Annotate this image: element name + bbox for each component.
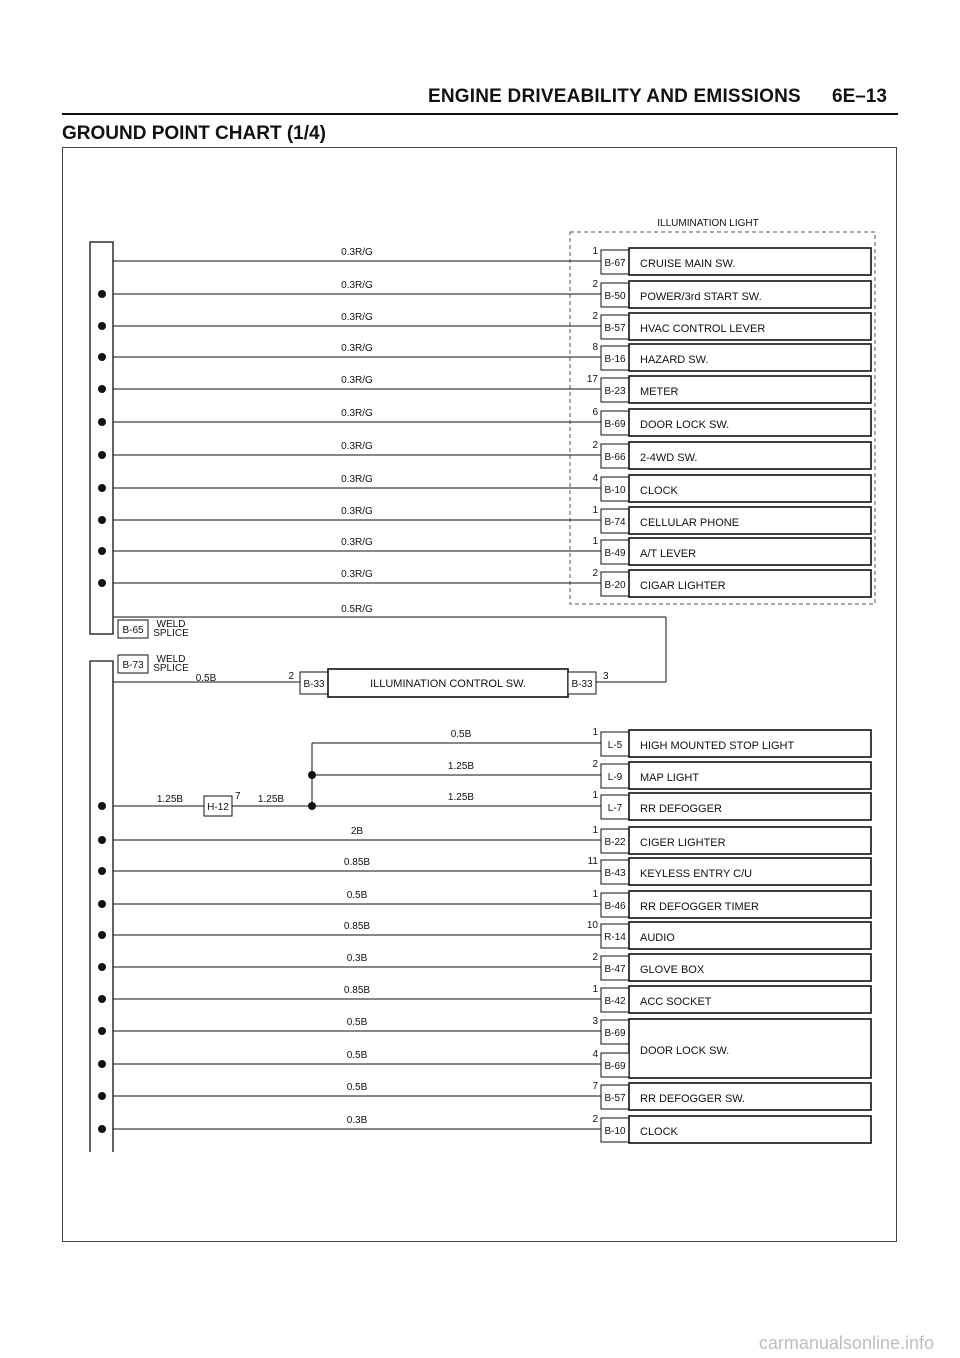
connector-id: B-50 (604, 291, 626, 302)
junction-dot (98, 802, 106, 810)
connector-id: B-33 (571, 679, 593, 690)
pin-number: 3 (592, 1016, 598, 1027)
connector-id: B-49 (604, 548, 626, 559)
component-label: RR DEFOGGER (640, 803, 722, 815)
wire-size-label: 1.25B (156, 794, 184, 805)
wire-size-label: 0.3B (346, 953, 368, 964)
pin-number: 2 (592, 311, 598, 322)
pin-number: 2 (592, 759, 598, 770)
wire-size-label: 0.3R/G (341, 247, 373, 258)
component-label: CLOCK (640, 485, 678, 497)
wire-size-label: 0.5B (346, 890, 368, 901)
component-label: ACC SOCKET (640, 996, 712, 1008)
pin-number: 7 (592, 1081, 598, 1092)
junction-dot (98, 931, 106, 939)
junction-dot (98, 900, 106, 908)
wire-size-label: 2B (350, 826, 364, 837)
pin-number: 2 (592, 568, 598, 579)
junction-dot (98, 516, 106, 524)
connector-id: B-23 (604, 386, 626, 397)
wire-size-label: 0.3R/G (341, 280, 373, 291)
wire-size-label: 0.3R/G (341, 441, 373, 452)
wire-size-label: 0.5B (195, 673, 217, 684)
junction-dot (98, 484, 106, 492)
junction-dot (98, 867, 106, 875)
component-label: CIGAR LIGHTER (640, 580, 726, 592)
component-label: HAZARD SW. (640, 354, 709, 366)
component-label: HIGH MOUNTED STOP LIGHT (640, 740, 795, 752)
junction-dot (98, 1060, 106, 1068)
pin-number: 1 (592, 727, 598, 738)
junction-dot (98, 290, 106, 298)
component-label: GLOVE BOX (640, 964, 705, 976)
wire-size-label: 0.5R/G (341, 604, 373, 615)
splice-id: B-73 (122, 660, 144, 671)
wire-size-label: 0.85B (343, 857, 371, 868)
junction-dot (98, 547, 106, 555)
pin-number: 2 (288, 671, 294, 682)
pin-number: 1 (592, 889, 598, 900)
wire-size-label: 0.5B (346, 1050, 368, 1061)
pin-number: 1 (592, 536, 598, 547)
watermark: carmanualsonline.info (758, 1333, 934, 1353)
component-label: RR DEFOGGER SW. (640, 1093, 746, 1105)
wire-size-label: 0.5B (346, 1082, 368, 1093)
connector-id: B-57 (604, 1093, 626, 1104)
connector-id: L-7 (607, 803, 623, 814)
wire-size-label: 0.3R/G (341, 343, 373, 354)
connector-id: H-12 (207, 802, 229, 813)
connector-id: B-22 (604, 837, 626, 848)
pin-number: 4 (592, 473, 598, 484)
connector-id: B-16 (604, 354, 626, 365)
wire-size-label: 0.3R/G (341, 312, 373, 323)
component-label: AUDIO (640, 932, 675, 944)
pin-number: 8 (592, 342, 598, 353)
connector-id: R-14 (604, 932, 626, 943)
connector-id: B-69 (604, 1061, 626, 1072)
pin-number: 1 (592, 984, 598, 995)
wire-size-label: 0.3R/G (341, 375, 373, 386)
junction-dot (98, 836, 106, 844)
component-label: CRUISE MAIN SW. (640, 258, 736, 270)
connector-id: B-42 (604, 996, 626, 1007)
pin-number: 1 (592, 790, 598, 801)
component-label: DOOR LOCK SW. (640, 419, 730, 431)
wire-size-label: 0.85B (343, 921, 371, 932)
wire-size-label: 0.3B (346, 1115, 368, 1126)
connector-id: B-66 (604, 452, 626, 463)
wire-size-label: 1.25B (447, 761, 475, 772)
connector-id: B-69 (604, 419, 626, 430)
connector-id: B-69 (604, 1028, 626, 1039)
page-number: 6E–13 (832, 86, 887, 107)
pin-number: 2 (592, 952, 598, 963)
junction-dot (98, 1125, 106, 1133)
wire-size-label: 1.25B (447, 792, 475, 803)
junction-dot (98, 322, 106, 330)
wire-size-label: 0.3R/G (341, 408, 373, 419)
junction-dot (98, 1092, 106, 1100)
wire-size-label: 0.5B (346, 1017, 368, 1028)
wire-size-label: 0.3R/G (341, 537, 373, 548)
connector-id: B-67 (604, 258, 626, 269)
component-label: KEYLESS ENTRY C/U (640, 868, 753, 880)
pin-number: 2 (592, 1114, 598, 1125)
splice-label: WELD (156, 654, 186, 665)
junction-dot (98, 385, 106, 393)
splice-label: SPLICE (153, 663, 189, 674)
splice-id: B-65 (122, 625, 144, 636)
connector-id: L-5 (607, 740, 623, 751)
connector-id: B-46 (604, 901, 626, 912)
component-label: CELLULAR PHONE (640, 517, 740, 529)
connector-id: L-9 (607, 772, 623, 783)
component-label: A/T LEVER (640, 548, 697, 560)
page-title: GROUND POINT CHART (1/4) (62, 123, 326, 144)
wire-size-label: 0.3R/G (341, 506, 373, 517)
component-label: POWER/3rd START SW. (640, 291, 762, 303)
component-label: CLOCK (640, 1126, 678, 1138)
illumination-group-label: ILLUMINATION LIGHT (657, 218, 759, 229)
connector-id: B-20 (604, 580, 626, 591)
pin-number: 17 (586, 374, 598, 385)
component-label: RR DEFOGGER TIMER (640, 901, 759, 913)
pin-number: 6 (592, 407, 598, 418)
junction-dot (98, 451, 106, 459)
splice-label: WELD (156, 619, 186, 630)
connector-id: B-10 (604, 485, 626, 496)
connector-id: B-33 (303, 679, 325, 690)
pin-number: 3 (603, 671, 609, 682)
wire-size-label: 0.3R/G (341, 569, 373, 580)
pin-number: 2 (592, 279, 598, 290)
junction-dot (98, 353, 106, 361)
upper-ground-bus (90, 242, 113, 634)
junction-dot (98, 418, 106, 426)
connector-id: B-57 (604, 323, 626, 334)
pin-number: 11 (587, 856, 598, 867)
pin-number: 2 (592, 440, 598, 451)
pin-number: 1 (592, 825, 598, 836)
wire-size-label: 0.3R/G (341, 474, 373, 485)
connector-id: B-10 (604, 1126, 626, 1137)
illumination-switch-label: ILLUMINATION CONTROL SW. (370, 678, 526, 690)
component-label: DOOR LOCK SW. (640, 1045, 730, 1057)
component-label: METER (640, 386, 679, 398)
component-label: CIGER LIGHTER (640, 837, 726, 849)
pin-number: 1 (592, 505, 598, 516)
splice-label: SPLICE (153, 628, 189, 639)
junction-dot (98, 1027, 106, 1035)
pin-number: 1 (592, 246, 598, 257)
connector-id: B-43 (604, 868, 626, 879)
component-label: MAP LIGHT (640, 772, 700, 784)
wire-size-label: 0.5B (450, 729, 472, 740)
wire-size-label: 1.25B (257, 794, 285, 805)
component-label: 2-4WD SW. (640, 452, 698, 464)
pin-number: 10 (586, 920, 598, 931)
junction-dot (98, 579, 106, 587)
pin-number: 7 (235, 791, 241, 802)
wire-size-label: 0.85B (343, 985, 371, 996)
component-label: HVAC CONTROL LEVER (640, 323, 766, 335)
junction-dot (98, 963, 106, 971)
section-header: ENGINE DRIVEABILITY AND EMISSIONS (428, 86, 801, 107)
connector-id: B-74 (604, 517, 626, 528)
pin-number: 4 (592, 1049, 598, 1060)
junction-dot (98, 995, 106, 1003)
connector-id: B-47 (604, 964, 626, 975)
